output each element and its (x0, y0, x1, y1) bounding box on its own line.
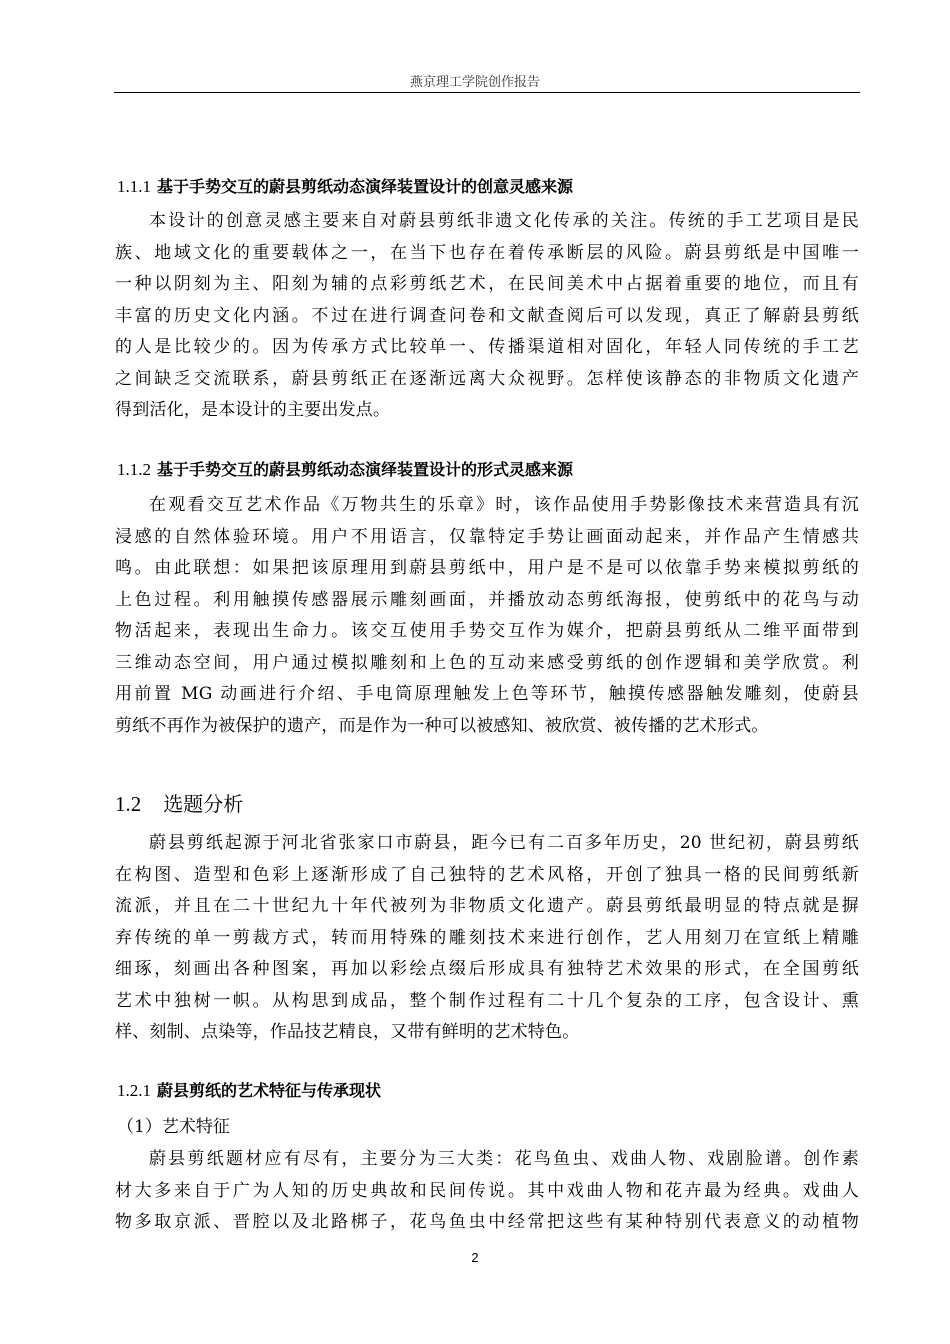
section-number: 1.1.2 (117, 460, 151, 479)
text-line: 鸣。由此联想：如果把该原理用到蔚县剪纸中，用户是不是可以依靠手势来模拟剪纸的 (115, 558, 859, 578)
text-line: 本设计的创意灵感主要来自对蔚县剪纸非遗文化传承的关注。传统的手工艺项目是民 (149, 211, 859, 231)
text-line: 弃传统的单一剪裁方式，转而用特殊的雕刻技术来进行创作，艺人用刻刀在宣纸上精雕 (115, 927, 859, 948)
text-line: 蔚县剪纸起源于河北省张家口市蔚县，距今已有二百多年历史，20 世纪初，蔚县剪纸 (149, 833, 859, 853)
section-heading-1-1-2 (117, 457, 857, 480)
text-line: 物多取京派、晋腔以及北路梆子，花鸟鱼虫中经常把这些有某种特别代表意义的动植物 (115, 1212, 859, 1232)
text-line: 三维动态空间，用户通过模拟雕刻和上色的互动来感受剪纸的创作逻辑和美学欣赏。利 (115, 652, 859, 673)
text-line: 的人是比较少的。因为传承方式比较单一、传播渠道相对固化，年轻人同传统的手工艺 (115, 337, 859, 357)
section-title: 基于手势交互的蔚县剪纸动态演绎装置设计的创意灵感来源 (157, 177, 574, 196)
section-heading-1-2 (115, 788, 243, 817)
text-line: 蔚县剪纸题材应有尽有，主要分为三大类：花鸟鱼虫、戏曲人物、戏剧脸谱。创作素 (149, 1149, 859, 1169)
text-line: 流派，并且在二十世纪九十年代被列为非物质文化遗产。蔚县剪纸最明显的特点就是摒 (115, 896, 859, 916)
section-title: 基于手势交互的蔚县剪纸动态演绎装置设计的形式灵感来源 (157, 460, 574, 479)
text-line: 丰富的历史文化内涵。不过在进行调查问卷和文献查阅后可以发现，真正了解蔚县剪纸 (115, 305, 859, 326)
text-line: 艺术中独树一帜。从构思到成品，整个制作过程有二十几个复杂的工序，包含设计、熏 (115, 990, 859, 1011)
text-line: 之间缺乏交流联系，蔚县剪纸正在逐渐远离大众视野。怎样使该静态的非物质文化遗产 (115, 368, 859, 389)
subheading-art-features: （1）艺术特征 (117, 1117, 230, 1137)
paragraph-1-2 (115, 828, 859, 1049)
text-line: 用前置 MG 动画进行介绍、手电筒原理触发上色等环节，触摸传感器触发雕刻，使蔚县 (115, 684, 859, 704)
paragraph-1-2-1 (115, 1144, 859, 1239)
text-line: 物活起来，表现出生命力。该交互使用手势交互作为媒介，把蔚县剪纸从二维平面带到 (115, 621, 859, 641)
text-line: 族、地域文化的重要载体之一，在当下也存在着传承断层的风险。蔚县剪纸是中国唯一 (115, 242, 859, 263)
text-line: 细琢，刻画出各种图案，再加以彩绘点缀后形成具有独特艺术效果的形式，在全国剪纸 (115, 959, 859, 979)
text-line: 在观看交互艺术作品《万物共生的乐章》时，该作品使用手势影像技术来营造具有沉 (149, 495, 859, 515)
section-number: 1.1.1 (117, 177, 151, 196)
section-heading-1-2-1 (117, 1078, 857, 1101)
text-line: 剪纸不再作为被保护的遗产，而是作为一种可以被感知、被欣赏、被传播的艺术形式。 (115, 715, 769, 736)
header-rule (114, 92, 860, 93)
text-line: 浸感的自然体验环境。用户不用语言，仅靠特定手势让画面动起来，并作品产生情感共 (115, 526, 859, 547)
section-title: 蔚县剪纸的艺术特征与传承现状 (157, 1081, 382, 1100)
paragraph-1-1-1 (115, 206, 859, 427)
section-number: 1.2.1 (117, 1081, 151, 1100)
text-line: 材大多来自于广为人知的历史典故和民间传说。其中戏曲人物和花卉最为经典。戏曲人 (115, 1180, 859, 1201)
text-line: 一种以阴刻为主、阳刻为辅的点彩剪纸艺术，在民间美术中占据着重要的地位，而且有 (115, 274, 859, 294)
text-line: 得到活化，是本设计的主要出发点。 (115, 400, 391, 420)
section-title: 选题分析 (163, 792, 244, 816)
paragraph-1-1-2 (115, 490, 859, 742)
text-line: 样、刻制、点染等，作品技艺精良，又带有鲜明的艺术特色。 (115, 1022, 580, 1042)
section-heading-1-1-1 (117, 174, 857, 197)
section-number: 1.2 (115, 792, 142, 816)
page-number: 2 (471, 1250, 479, 1265)
text-line: 上色过程。利用触摸传感器展示雕刻画面，并播放动态剪纸海报，使剪纸中的花鸟与动 (115, 589, 859, 610)
text-line: 在构图、造型和色彩上逐渐形成了自己独特的艺术风格，开创了独具一格的民间剪纸新 (115, 864, 859, 885)
running-header: 燕京理工学院创作报告 (409, 75, 540, 90)
